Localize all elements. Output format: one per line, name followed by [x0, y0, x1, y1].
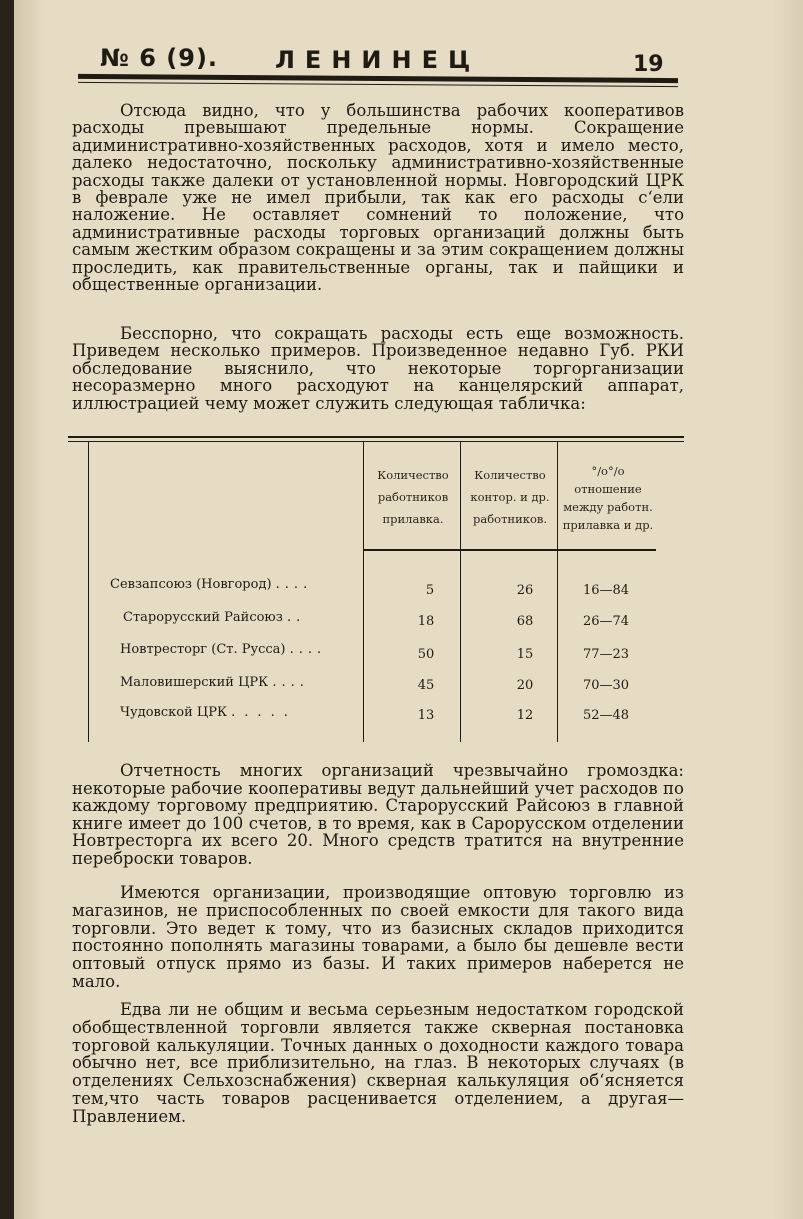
row-name: Севзапсоюз (Новгород) ....	[110, 577, 313, 592]
table-top-rule-thin	[68, 441, 684, 442]
row-name: Старорусский Райсоюз ..	[123, 610, 306, 625]
paragraph-3: Отчетность многих организаций чрезвычайно громоздка: некоторые рабочие кооперативы ведут дальнейший учет расходов по каждому торговому предприятию. Старорусский Райсоюз в главной книге имеет до 100 счетов, в то время, как в Сарорусском отделении Новтресторга их всего 20. Много средств тратится на внутренние переброски товаров.	[72, 761, 684, 868]
table-header-rule	[363, 549, 656, 551]
magazine-title: ЛЕНИНЕЦ	[275, 46, 481, 74]
cell-office: 26	[516, 583, 534, 598]
row-name: Новтресторг (Ст. Русса) ....	[120, 642, 327, 657]
paragraph-2: Бесспорно, что сокращать расходы есть еще возможность. Приведем несколько примеров. Произведенное недавно Губ. РКИ обследование выяснило, что некоторые торгорганизации несоразмерно много расходуют на канцелярский аппарат, иллюстрацией чему может служить следующая табличка:	[72, 324, 684, 413]
cell-office: 15	[516, 647, 534, 662]
cell-counter: 5	[425, 583, 435, 598]
table-column-divider	[363, 442, 364, 742]
cell-counter: 18	[417, 614, 435, 629]
cell-ratio: 77—23	[582, 647, 630, 662]
cell-office: 20	[516, 678, 534, 693]
cell-ratio: 52—48	[582, 708, 630, 723]
cell-counter: 45	[417, 678, 435, 693]
row-name: Маловишерский ЦРК ....	[120, 675, 309, 690]
table-column-divider	[557, 442, 558, 742]
cell-office: 68	[516, 614, 534, 629]
page-header	[85, 38, 685, 98]
column-header-office-staff: Количество контор. и др. работников.	[470, 468, 550, 526]
cell-counter: 50	[417, 647, 435, 662]
paragraph-5: Едва ли не общим и весьма серьезным недостатком городской обобществленной торговли является также скверная постановка торговой калькуляции. Точных данных о доходности каждого товара обычно нет, все приблизительно, на глаз. В некоторых случаях (в отделениях Сельхозснабжения) скверная калькуляция об‘ясняется тем,что часть товаров расценивается отделением, а другая—Правлением.	[72, 1000, 684, 1126]
cell-counter: 13	[417, 708, 435, 723]
table-left-border	[88, 442, 89, 742]
row-name: Чудовской ЦРК .....	[120, 705, 297, 720]
table-column-divider	[460, 442, 461, 742]
cell-office: 12	[516, 708, 534, 723]
paragraph-1: Отсюда видно, что у большинства рабочих кооперативов расходы превышают предельные нормы. Сокращение адиминистративно-хозяйственных расходов, хотя и имело место, далеко недостаточно, поскольку административно-хозяйственные расходы также далеки от установленной нормы. Новгородский ЦРК в феврале уже не имел прибыли, так как его расходы с‘ели наложение. Не оставляет сомнений то положение, что административные расходы торговых организаций должны быть самым жестким образом сокращены и за этим сокращением должны проследить, как правительственные органы, так и пайщики и общественные организации.	[72, 101, 684, 295]
table-top-rule	[68, 436, 684, 438]
cell-ratio: 70—30	[582, 678, 630, 693]
paragraph-4: Имеются организации, производящие оптовую торговлю из магазинов, не приспособленных по своей емкости для такого вида торговли. Это ведет к тому, что из базисных складов приходится постоянно пополнять магазины товарами, а было бы дешевле вести оптовый отпуск прямо из базы. И таких примеров наберется не мало.	[72, 883, 684, 991]
issue-number: № 6 (9).	[100, 44, 219, 72]
column-header-counter-staff: Количество работников прилавка.	[377, 468, 449, 526]
column-header-ratio: °/о°/о отношение между работн. прилавка и др.	[562, 464, 654, 532]
cell-ratio: 26—74	[582, 614, 630, 629]
cell-ratio: 16—84	[582, 583, 630, 598]
page-number: 19	[633, 52, 664, 77]
